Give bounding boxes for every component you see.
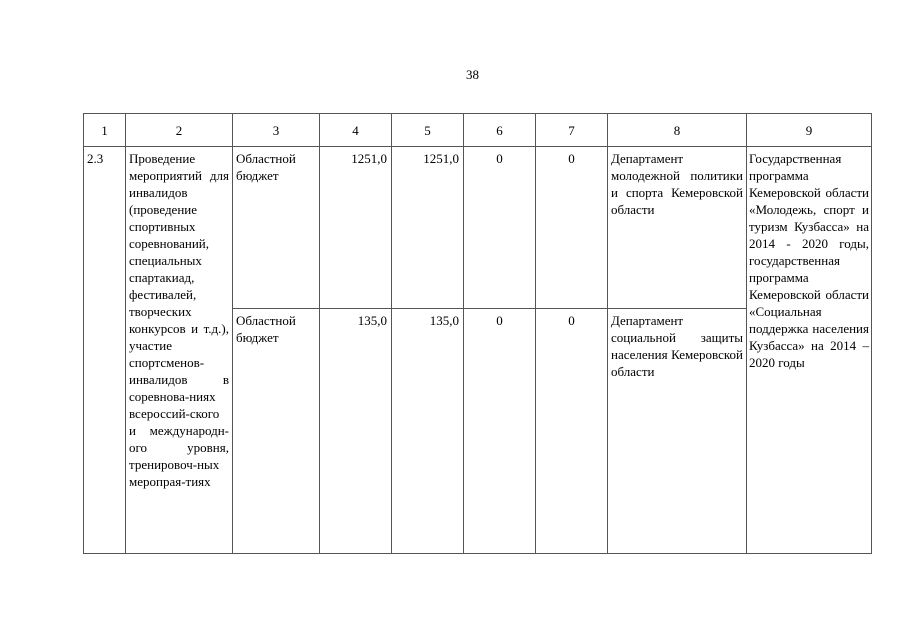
program-table: [83, 113, 872, 554]
value-cell-col4: 135,0: [320, 309, 392, 554]
header-cell-5: 5: [392, 114, 464, 147]
header-row: [84, 114, 872, 147]
header-cell-7: 7: [536, 114, 608, 147]
funding-source-cell: Областной бюджет: [233, 147, 320, 309]
header-cell-6: 6: [464, 114, 536, 147]
row-id: 2.3: [84, 147, 126, 554]
header-cell-4: 4: [320, 114, 392, 147]
header-cell-9: 9: [747, 114, 872, 147]
table-row: [84, 147, 872, 309]
value-cell-col6: 0: [464, 309, 536, 554]
header-cell-8: 8: [608, 114, 747, 147]
value-cell-col6: 0: [464, 147, 536, 309]
header-cell-1: 1: [84, 114, 126, 147]
header-cell-3: 3: [233, 114, 320, 147]
value-cell-col7: 0: [536, 147, 608, 309]
value-cell-col5: 135,0: [392, 309, 464, 554]
header-cell-2: 2: [126, 114, 233, 147]
value-cell-col5: 1251,0: [392, 147, 464, 309]
value-cell-col4: 1251,0: [320, 147, 392, 309]
page-number: 38: [466, 67, 479, 82]
value-cell-col7: 0: [536, 309, 608, 554]
activity-cell: Проведение мероприятий для инвалидов (проведение спортивных соревнований, специальных спартакиад, фестивалей, творческих конкурсов и т.д.), участие спортсменов-инвалидов в соревнова-ниях всероссий-ского и международн-ого уровня, тренировоч-ных меропрая-тиях: [126, 147, 233, 554]
funding-source-cell: Областной бюджет: [233, 309, 320, 554]
program-cell: Государственная программа Кемеровской области «Молодежь, спорт и туризм Кузбасса» на 2014 - 2020 годы, государственная программа Кемеровской области «Социальная поддержка населения Кузбасса» на 2014 – 2020 годы: [747, 147, 872, 554]
executor-cell: Департамент молодежной политики и спорта Кемеровской области: [608, 147, 747, 309]
executor-cell: Департамент социальной защиты населения Кемеровской области: [608, 309, 747, 554]
